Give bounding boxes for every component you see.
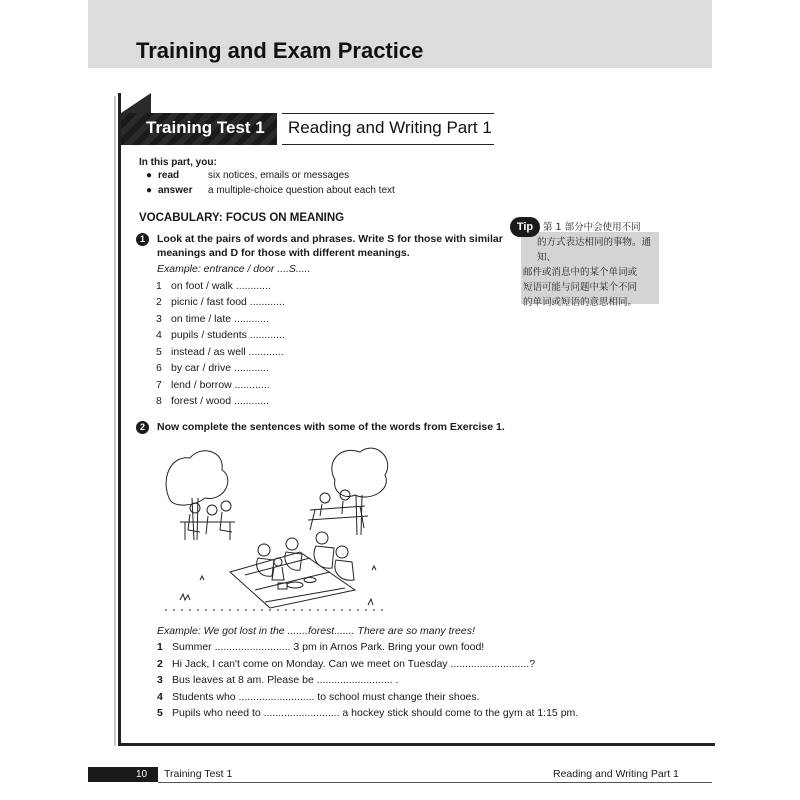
bullet-icon: ● (146, 170, 153, 181)
ex1-item-number: 8 (156, 395, 162, 407)
ex2-sentence-text: Students who .......................... to school must change their shoes. (172, 691, 480, 703)
tip-badge: Tip (510, 217, 540, 237)
tip-line: 的方式表达相同的事物。通知、 (537, 237, 652, 263)
ex1-item-number: 7 (156, 379, 162, 391)
footer-page-bar (88, 767, 158, 782)
tip-line: 短语可能与问题中某个不同 (523, 282, 638, 293)
ex2-sentence-number: 5 (157, 707, 163, 719)
ex1-item-text: picnic / fast food ............ (171, 296, 285, 308)
intro-desc-read: six notices, emails or messages (208, 170, 350, 181)
ex1-item-number: 6 (156, 362, 162, 374)
footer-left-text: Training Test 1 (164, 768, 233, 780)
footer-rule (158, 782, 712, 783)
ex2-sentence-number: 2 (157, 658, 163, 670)
ex1-item-text: by car / drive ............ (171, 362, 270, 374)
ex1-item-text: forest / wood ............ (171, 395, 270, 407)
test-tab-label: Training Test 1 (146, 118, 265, 137)
vocab-heading: VOCABULARY: FOCUS ON MEANING (139, 212, 345, 224)
tip-line: 第 1 部分中会使用不同 (543, 222, 641, 233)
bullet-icon: ● (146, 185, 153, 196)
ex1-item-number: 5 (156, 346, 162, 358)
ex1-item-number: 3 (156, 313, 162, 325)
exercise-2-number: 2 (136, 421, 149, 434)
ex1-item-number: 1 (156, 280, 162, 292)
ex1-item-number: 2 (156, 296, 162, 308)
ex1-instruction-line1: Look at the pairs of words and phrases. Write S for those with similar (157, 233, 503, 245)
part-label: Reading and Writing Part 1 (288, 118, 492, 137)
ex2-sentence-number: 3 (157, 674, 163, 686)
ex1-example: Example: entrance / door ....S..... (157, 263, 311, 275)
ex2-sentence-text: Bus leaves at 8 am. Please be .......................... . (172, 674, 399, 686)
sheet-shadow (114, 96, 116, 746)
intro-desc-answer: a multiple-choice question about each text (208, 185, 395, 196)
tab-corner (121, 93, 151, 113)
ex1-item-text: instead / as well ............ (171, 346, 284, 358)
footer-right-text: Reading and Writing Part 1 (553, 768, 679, 780)
footer-page-number: 10 (136, 769, 148, 780)
ex1-item-text: pupils / students ............ (171, 329, 285, 341)
header-band (88, 0, 712, 68)
ex1-item-number: 4 (156, 329, 162, 341)
exercise-1-number: 1 (136, 233, 149, 246)
page-title: Training and Exam Practice (136, 38, 424, 63)
picnic-illustration (160, 440, 390, 615)
ex1-instruction-line2: meanings and D for those with different meanings. (157, 247, 410, 259)
ex1-item-text: on foot / walk ............ (171, 280, 271, 292)
tip-line: 的单词或短语的意思相同。 (523, 297, 638, 308)
ex2-instruction: Now complete the sentences with some of the words from Exercise 1. (157, 421, 505, 433)
ex1-item-text: on time / late ............ (171, 313, 270, 325)
intro-heading: In this part, you: (139, 157, 217, 168)
ex2-sentence-number: 4 (157, 691, 163, 703)
ex2-sentence-text: Hi Jack, I can't come on Monday. Can we meet on Tuesday ...........................? (172, 658, 536, 670)
ex2-sentence-number: 1 (157, 641, 163, 653)
ex2-example: Example: We got lost in the .......forest....... There are so many trees! (157, 625, 475, 637)
ex2-sentence-text: Summer .......................... 3 pm in Arnos Park. Bring your own food! (172, 641, 485, 653)
ex2-sentence-text: Pupils who need to .......................... a hockey stick should come to the gym at 1:15 pm. (172, 707, 579, 719)
intro-verb-answer: answer (158, 185, 193, 196)
intro-verb-read: read (158, 170, 180, 181)
ex1-item-text: lend / borrow ............ (171, 379, 270, 391)
tip-line: 邮件或消息中的某个单词或 (523, 267, 638, 278)
